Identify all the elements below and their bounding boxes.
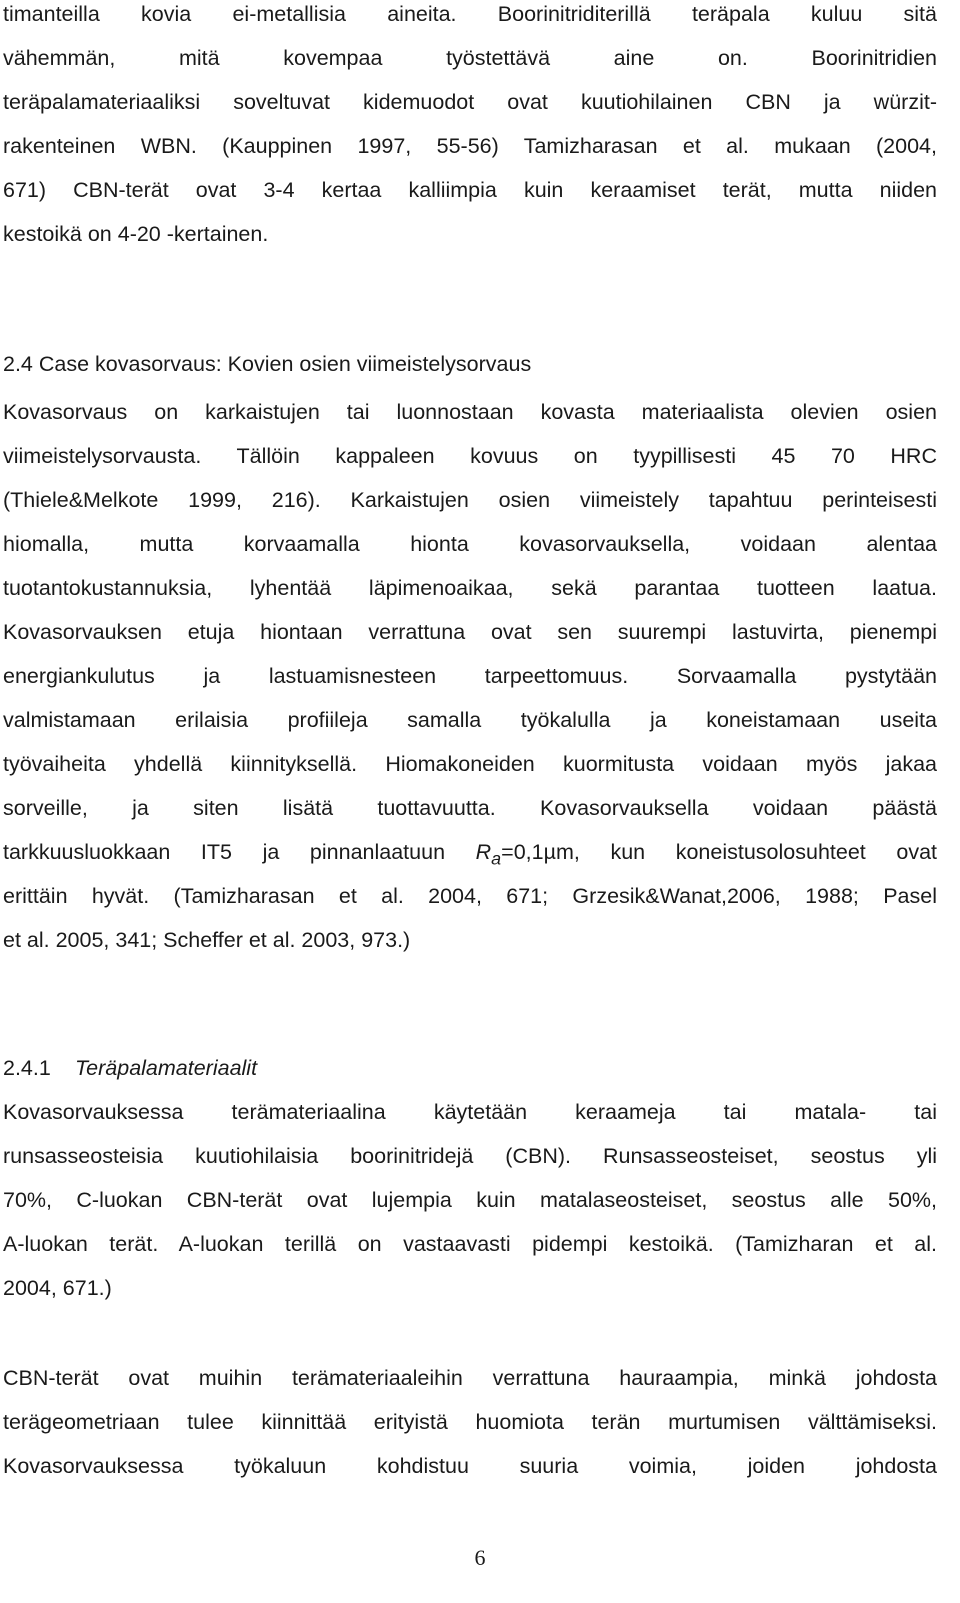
roughness-subscript: a: [491, 848, 502, 869]
body-text-line: Kovasorvauksessa terämateriaalina käytetään keraameja tai matala- tai: [3, 1100, 937, 1124]
body-text-line: timanteilla kovia ei-metallisia aineita. Boorinitriditerillä teräpala kuluu sitä: [3, 2, 937, 26]
subsection-number: 2.4.1: [3, 1056, 51, 1080]
body-text-line: energiankulutus ja lastuamisnesteen tarpeettomuus. Sorvaamalla pystytään: [3, 664, 937, 688]
body-text-line: Kovasorvaus on karkaistujen tai luonnostaan kovasta materiaalista olevien osien: [3, 400, 937, 424]
body-text-line: runsasseosteisia kuutiohilaisia boorinitridejä (CBN). Runsasseosteiset, seostus yli: [3, 1144, 937, 1168]
subsection-title: Teräpalamateriaalit: [75, 1056, 258, 1080]
body-text-line: Kovasorvauksessa työkaluun kohdistuu suuria voimia, joiden johdosta: [3, 1454, 937, 1478]
body-text-line: sorveille, ja siten lisätä tuottavuutta. Kovasorvauksella voidaan päästä: [3, 796, 937, 820]
body-text-line: hiomalla, mutta korvaamalla hionta kovasorvauksella, voidaan alentaa: [3, 532, 937, 556]
subsection-heading: [3, 1054, 257, 1082]
body-text-line: 2004, 671.): [3, 1276, 112, 1300]
section-heading: 2.4 Case kovasorvaus: Kovien osien viimeistelysorvaus: [3, 352, 532, 376]
roughness-symbol: $R_a$: [475, 840, 502, 869]
body-text-line: kestoikä on 4-20 -kertainen.: [3, 222, 269, 246]
body-text-line: teräpalamateriaaliksi soveltuvat kidemuodot ovat kuutiohilainen CBN ja würzit-: [3, 90, 937, 114]
ra-line-before: tarkkuusluokkaan IT5 ja pinnanlaatuun: [3, 840, 476, 864]
body-text-line: valmistamaan erilaisia profiileja samalla työkalulla ja koneistamaan useita: [3, 708, 937, 732]
body-text-line: rakenteinen WBN. (Kauppinen 1997, 55-56) Tamizharasan et al. mukaan (2004,: [3, 134, 937, 158]
body-text-line: Kovasorvauksen etuja hiontaan verrattuna ovat sen suurempi lastuvirta, pienempi: [3, 620, 937, 644]
body-text-line: A-luokan terät. A-luokan terillä on vastaavasti pidempi kestoikä. (Tamizharan et al.: [3, 1232, 937, 1256]
body-text-line: vähemmän, mitä kovempaa työstettävä aine on. Boorinitridien: [3, 46, 937, 70]
body-text-line: 70%, C-luokan CBN-terät ovat lujempia kuin matalaseosteiset, seostus alle 50%,: [3, 1188, 937, 1212]
body-text-line: tuotantokustannuksia, lyhentää läpimenoaikaa, sekä parantaa tuotteen laatua.: [3, 576, 937, 600]
body-text-line: terägeometriaan tulee kiinnittää erityistä huomiota terän murtumisen välttämiseksi.: [3, 1410, 937, 1434]
body-text-line: työvaiheita yhdellä kiinnityksellä. Hiomakoneiden kuormitusta voidaan myös jakaa: [3, 752, 937, 776]
body-text-line: erittäin hyvät. (Tamizharasan et al. 2004, 671; Grzesik&Wanat,2006, 1988; Pasel: [3, 884, 937, 908]
body-text-line: viimeistelysorvausta. Tällöin kappaleen kovuus on tyypillisesti 45 70 HRC: [3, 444, 937, 468]
body-text-line: CBN-terät ovat muihin terämateriaaleihin verrattuna hauraampia, minkä johdosta: [3, 1366, 937, 1390]
ra-text-line: [3, 838, 937, 872]
body-text-line: 671) CBN-terät ovat 3-4 kertaa kalliimpia kuin keraamiset terät, mutta niiden: [3, 178, 937, 202]
body-text-line: (Thiele&Melkote 1999, 216). Karkaistujen osien viimeistely tapahtuu perinteisesti: [3, 488, 937, 512]
page-number: 6: [474, 1545, 486, 1570]
body-text-line: et al. 2005, 341; Scheffer et al. 2003, 973.): [3, 928, 411, 952]
ra-line-after: =0,1µm, kun koneistusolosuhteet ovat: [501, 840, 938, 864]
